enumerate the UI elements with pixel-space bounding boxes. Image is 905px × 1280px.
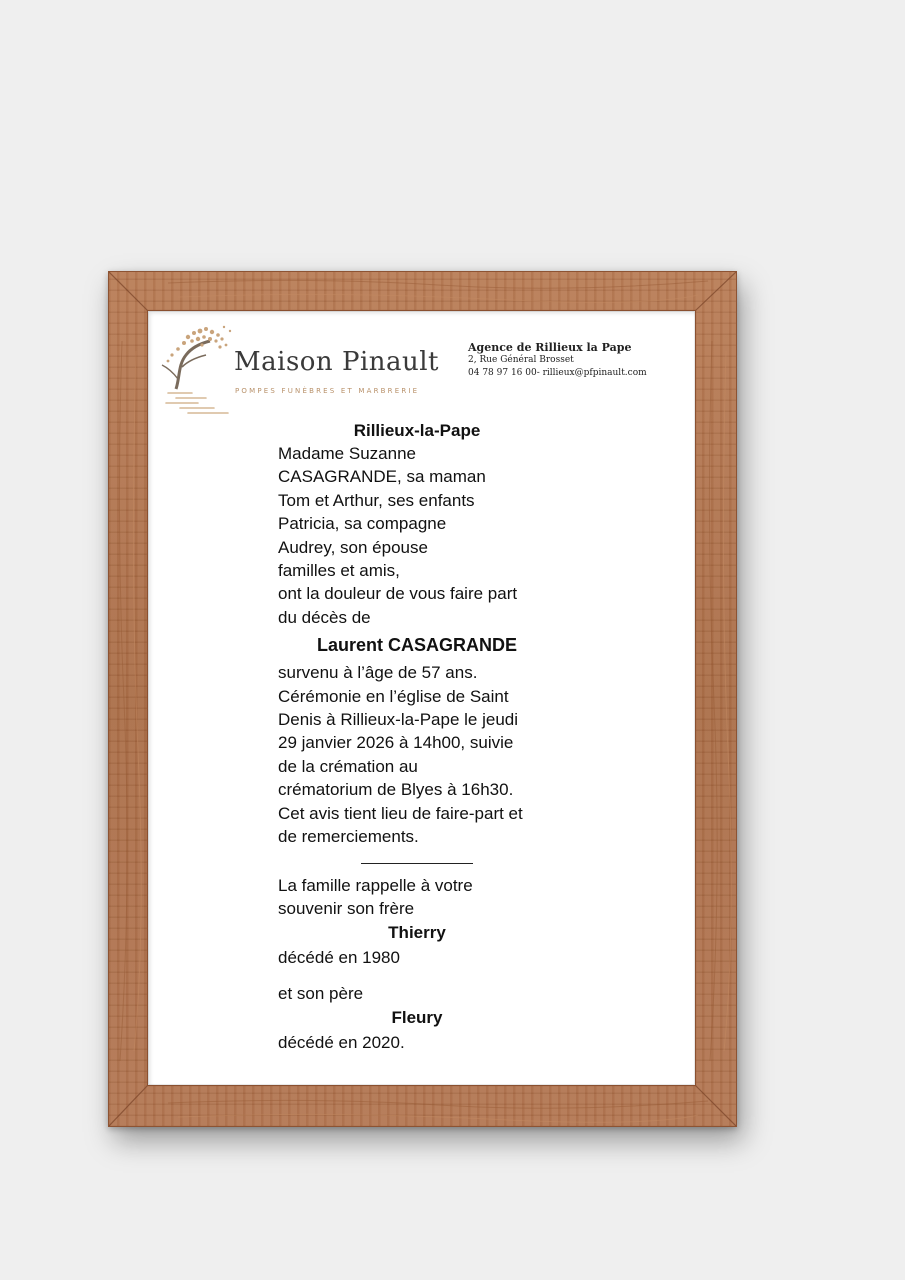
- remembrance-line: La famille rappelle à votre: [278, 875, 473, 895]
- brother-death: décédé en 1980: [278, 948, 400, 968]
- agency-info: [468, 341, 647, 380]
- father-intro: et son père: [278, 983, 364, 1003]
- family-line: Madame Suzanne: [278, 444, 416, 463]
- family-line: ont la douleur de vous faire part: [278, 584, 518, 604]
- family-line: Patricia, sa compagne: [278, 514, 447, 534]
- details-line: survenu à l’âge de 57 ans.: [278, 663, 478, 683]
- details-line: Cérémonie en l’église de Saint: [278, 686, 509, 706]
- brand-name: Maison Pinault: [234, 347, 440, 377]
- details-line: Denis à Rillieux-la-Pape le jeudi: [278, 710, 519, 730]
- brother-name: Thierry: [388, 923, 446, 943]
- father-name: Fleury: [391, 1008, 443, 1028]
- spacer: [278, 970, 568, 982]
- family-line: familles et amis,: [278, 561, 400, 581]
- details-line: de remerciements.: [278, 827, 419, 847]
- family-line: du décès de: [278, 607, 371, 627]
- details-line: 29 janvier 2026 à 14h00, suivie: [278, 733, 514, 753]
- details-lines: [278, 661, 568, 848]
- brand-tagline: POMPES FUNÈBRES ET MARBRERIE: [235, 387, 420, 395]
- notice-content: [278, 419, 568, 1055]
- details-line: crématorium de Blyes à 16h30.: [278, 780, 514, 800]
- agency-address: 2, Rue Général Brosset: [468, 355, 574, 365]
- notice-paper: [148, 311, 695, 1085]
- deceased-name: Laurent CASAGRANDE: [316, 635, 517, 656]
- agency-contact: 04 78 97 16 00- rillieux@pfpinault.com: [468, 368, 647, 378]
- details-line: Cet avis tient lieu de faire-part et: [278, 803, 523, 823]
- tree-logo-icon: [158, 319, 238, 415]
- remembrance-line: souvenir son frère: [278, 898, 415, 918]
- maison-pinault-logo: [158, 319, 458, 415]
- family-line: Audrey, son épouse: [278, 537, 428, 557]
- picture-frame: [108, 271, 737, 1127]
- family-line: Tom et Arthur, ses enfants: [278, 490, 475, 510]
- agency-title: Agence de Rillieux la Pape: [468, 341, 632, 354]
- notice-city: Rillieux-la-Pape: [353, 421, 481, 440]
- separator-rule: [361, 863, 473, 864]
- family-lines: [278, 442, 568, 629]
- details-line: de la crémation au: [278, 756, 418, 776]
- family-line: CASAGRANDE, sa maman: [278, 467, 486, 487]
- father-death: décédé en 2020.: [278, 1033, 405, 1053]
